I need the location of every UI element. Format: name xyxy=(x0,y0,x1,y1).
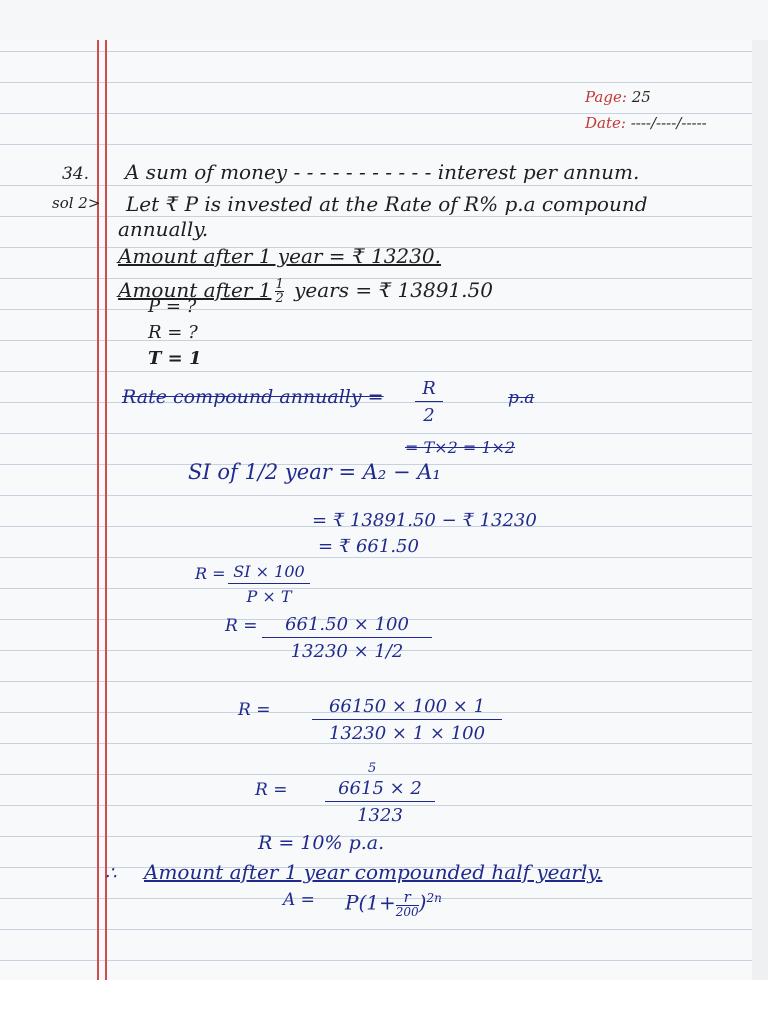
step2-fraction xyxy=(312,696,502,744)
step3-lhs: R = xyxy=(255,780,288,800)
rate-struck: = T×2 = 1×2 xyxy=(405,438,516,457)
formula-num: SI × 100 xyxy=(228,562,310,584)
final-exp: 2n xyxy=(426,890,442,905)
formula-fraction xyxy=(228,562,310,606)
date-field xyxy=(585,114,707,132)
si-line: SI of 1/2 year = A₂ − A₁ xyxy=(188,460,441,484)
given-p: P = ? xyxy=(148,296,197,317)
step1-num: 661.50 × 100 xyxy=(262,614,432,638)
amount2-prefix: Amount after 1 xyxy=(118,278,272,302)
date-value: ----/----/----- xyxy=(630,114,707,132)
amount-after-1-year: Amount after 1 year = ₹ 13230. xyxy=(118,244,441,268)
step1-fraction xyxy=(262,614,432,662)
amount2-fraction xyxy=(275,278,283,305)
formula-den: P × T xyxy=(246,587,292,606)
step3-fraction xyxy=(325,778,435,826)
rate-num: R xyxy=(415,378,443,402)
page-label: Page: xyxy=(585,88,627,106)
margin-line-right xyxy=(105,40,107,980)
step3-den: 1323 xyxy=(357,805,403,826)
final-expr: P(1+ xyxy=(345,890,396,915)
page-number xyxy=(585,88,651,106)
paper-edge xyxy=(752,40,768,980)
step1-lhs: R = xyxy=(225,616,258,636)
date-label: Date: xyxy=(585,114,626,132)
page-value: 25 xyxy=(631,88,651,106)
question-text: A sum of money - - - - - - - - - - - interest per annum. xyxy=(125,160,640,184)
rate-suffix: p.a xyxy=(508,388,535,408)
step2-num: 66150 × 100 × 1 xyxy=(312,696,502,720)
final-close: ) xyxy=(418,890,427,915)
therefore-symbol: ∴ xyxy=(105,863,117,884)
amount2-frac-den: 2 xyxy=(275,291,284,306)
step3-num: 6615 × 2 xyxy=(325,778,435,802)
rate-den: 2 xyxy=(423,405,435,426)
step1-den: 13230 × 1/2 xyxy=(290,641,404,662)
final-lhs: A = xyxy=(283,890,315,910)
bottom-strip xyxy=(0,980,768,1024)
step2-den: 13230 × 1 × 100 xyxy=(328,723,486,744)
si-calc-2: = ₹ 661.50 xyxy=(318,536,419,557)
rate-fraction xyxy=(415,378,443,426)
amount2-frac-num: 1 xyxy=(275,277,284,292)
rate-label: Rate compound annually = xyxy=(122,386,384,408)
step3-top: 5 xyxy=(368,761,377,776)
formula-lhs: R = xyxy=(195,564,226,583)
final-expression xyxy=(345,890,442,918)
final-den: 200 xyxy=(395,905,419,919)
final-r: r xyxy=(396,890,419,906)
solution-marker: sol 2> xyxy=(52,194,101,212)
result: R = 10% p.a. xyxy=(258,832,385,854)
margin-line-left xyxy=(97,40,99,980)
conclusion: Amount after 1 year compounded half yearly. xyxy=(144,860,603,884)
final-fraction xyxy=(396,890,419,918)
solution-line-2: annually. xyxy=(118,217,209,241)
solution-line-1: Let ₹ P is invested at the Rate of R% p.a compound xyxy=(126,192,648,216)
si-calc-1: = ₹ 13891.50 − ₹ 13230 xyxy=(312,510,537,531)
given-r: R = ? xyxy=(148,322,198,343)
amount2-suffix: years = ₹ 13891.50 xyxy=(294,278,493,302)
question-number: 34. xyxy=(62,164,90,184)
given-t: T = 1 xyxy=(148,348,202,369)
step2-lhs: R = xyxy=(238,700,271,720)
